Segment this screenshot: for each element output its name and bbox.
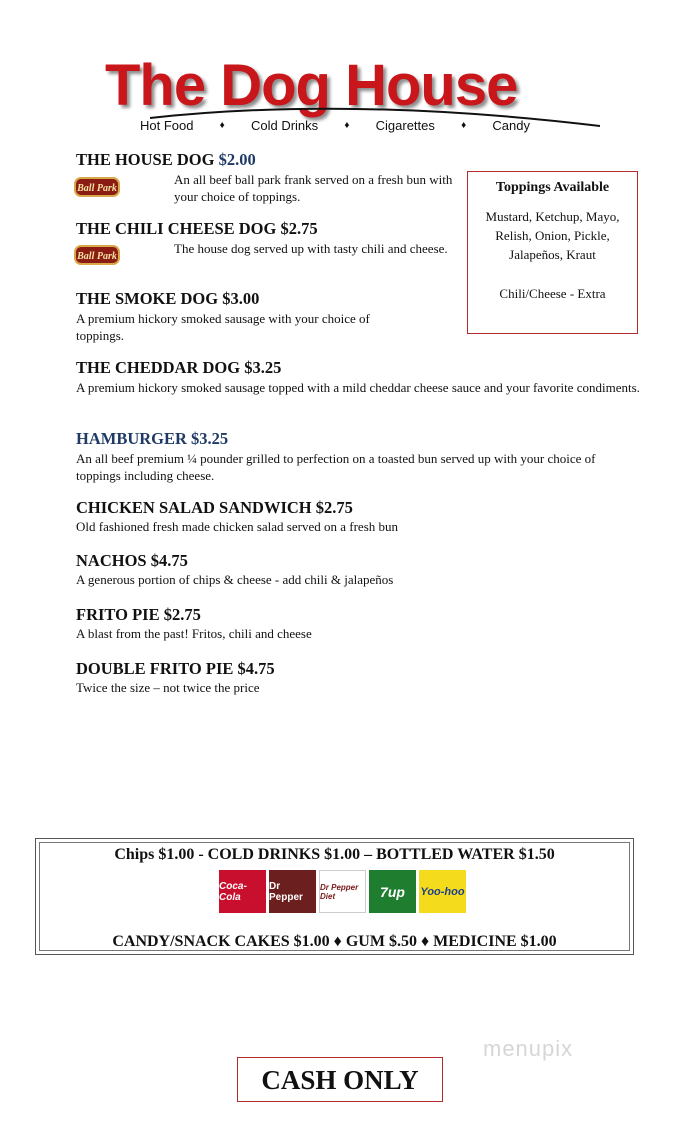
item-title <box>76 219 318 239</box>
item-description: An all beef premium ¼ pounder grilled to perfection on a toasted bun served up with your choice of toppings including cheese. <box>76 451 596 483</box>
svg-text:Ball Park: Ball Park <box>77 251 117 262</box>
item-name: CHICKEN SALAD SANDWICH <box>76 498 312 517</box>
extras-box-inner <box>39 842 630 951</box>
item-name: FRITO PIE <box>76 605 160 624</box>
coca-cola-logo-icon: Coca-Cola <box>219 870 266 913</box>
item-description: Old fashioned fresh made chicken salad served on a fresh bun <box>76 519 398 534</box>
seven-up-logo-icon: 7up <box>369 870 416 913</box>
toppings-line: Mustard, Ketchup, Mayo, <box>485 209 620 224</box>
brand-title: The Dog House <box>105 53 518 118</box>
item-price: $3.25 <box>244 358 282 377</box>
diet-dr-pepper-logo-icon: Dr Pepper Diet <box>319 870 366 913</box>
item-price: $4.75 <box>150 551 188 570</box>
extras-line-candy: CANDY/SNACK CAKES $1.00 ♦ GUM $.50 ♦ MEDICINE $1.00 <box>112 933 557 950</box>
item-title <box>76 150 256 170</box>
tagline <box>140 118 530 133</box>
diamond-icon: ♦ <box>344 120 350 131</box>
item-title <box>76 429 228 449</box>
toppings-title: Toppings Available <box>495 180 610 195</box>
toppings-box <box>467 171 638 334</box>
item-price: $2.75 <box>315 498 353 517</box>
tagline-cold-drinks: Cold Drinks <box>250 118 319 133</box>
item-price: $3.00 <box>222 289 260 308</box>
toppings-line: Relish, Onion, Pickle, <box>495 228 610 243</box>
item-title <box>76 289 259 309</box>
item-title <box>76 659 275 679</box>
toppings-line: Jalapeños, Kraut <box>509 247 596 262</box>
tagline-cigarettes: Cigarettes <box>375 118 435 133</box>
item-price: $3.25 <box>191 429 229 448</box>
item-name: THE HOUSE DOG <box>76 150 215 169</box>
item-description: A premium hickory smoked sausage topped with a mild cheddar cheese sauce and your favorite condiments. <box>76 380 640 395</box>
item-price: $2.00 <box>218 150 256 169</box>
item-price: $2.75 <box>280 219 318 238</box>
item-name: NACHOS <box>76 551 147 570</box>
drink-logos <box>219 870 466 913</box>
item-title <box>76 551 188 571</box>
tagline-candy: Candy <box>492 118 530 133</box>
item-title <box>76 605 201 625</box>
item-description: The house dog served up with tasty chili and cheese. <box>174 241 448 256</box>
menupix-watermark: menupix <box>483 1036 574 1061</box>
item-name: HAMBURGER <box>76 429 187 448</box>
item-description: A generous portion of chips & cheese - add chili & jalapeños <box>76 572 394 587</box>
item-description: A premium hickory smoked sausage with your choice of toppings. <box>76 311 370 343</box>
item-description: A blast from the past! Fritos, chili and cheese <box>76 626 312 641</box>
item-name: THE CHILI CHEESE DOG <box>76 219 277 238</box>
extras-box <box>35 838 634 955</box>
yoohoo-logo-icon: Yoo-hoo <box>419 870 466 913</box>
extras-line-drinks: Chips $1.00 - COLD DRINKS $1.00 – BOTTLED WATER $1.50 <box>114 846 555 863</box>
item-name: DOUBLE FRITO PIE <box>76 659 234 678</box>
ball-park-logo-icon <box>74 176 120 198</box>
item-name: THE SMOKE DOG <box>76 289 219 308</box>
dr-pepper-logo-icon: Dr Pepper <box>269 870 316 913</box>
item-description: An all beef ball park frank served on a fresh bun with your choice of toppings. <box>174 172 453 204</box>
item-title <box>76 358 281 378</box>
tagline-hot-food: Hot Food <box>140 118 194 133</box>
diamond-icon: ♦ <box>219 120 225 131</box>
item-description: Twice the size – not twice the price <box>76 680 260 695</box>
svg-text:Ball Park: Ball Park <box>77 183 117 194</box>
item-price: $2.75 <box>163 605 201 624</box>
item-name: THE CHEDDAR DOG <box>76 358 241 377</box>
diamond-icon: ♦ <box>461 120 467 131</box>
item-price: $4.75 <box>237 659 275 678</box>
toppings-extra: Chili/Cheese - Extra <box>499 286 606 301</box>
item-title <box>76 498 353 518</box>
cash-only-notice: CASH ONLY <box>237 1057 443 1102</box>
ball-park-logo-icon <box>74 244 120 266</box>
